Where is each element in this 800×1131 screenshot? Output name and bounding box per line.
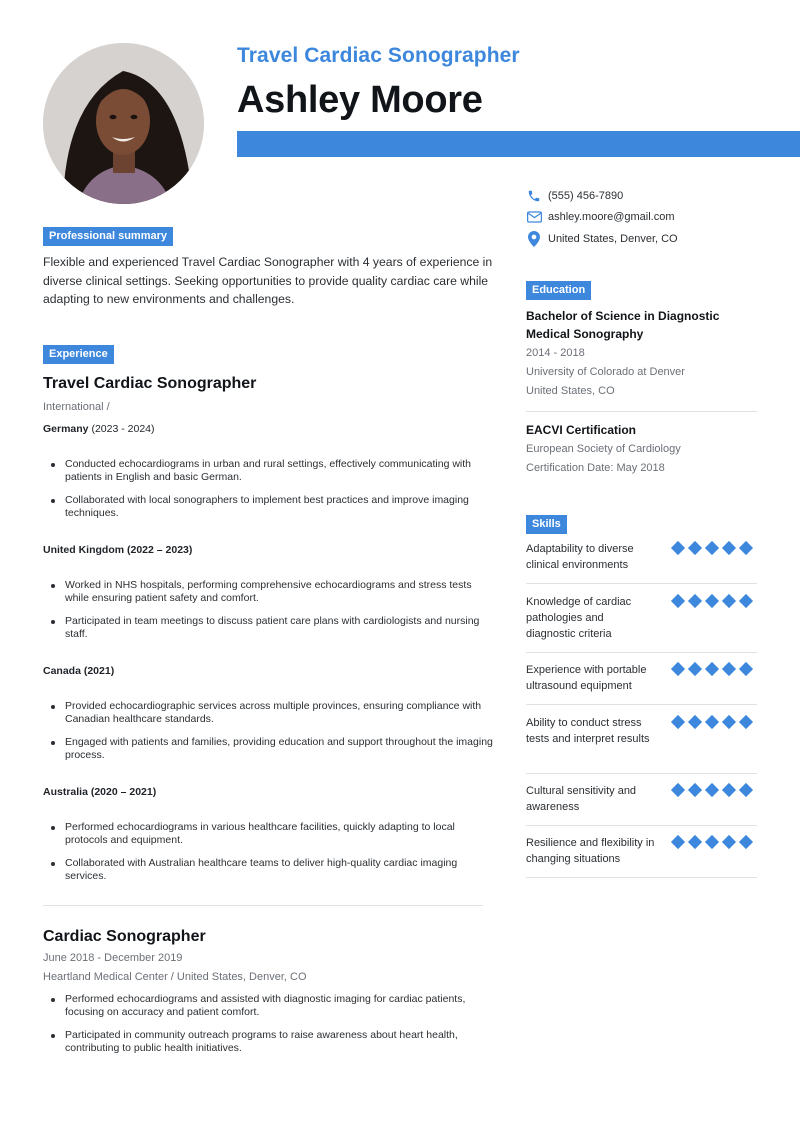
skill-name: Knowledge of cardiac pathologies and diagnostic criteria bbox=[526, 596, 632, 640]
skill-item bbox=[526, 783, 757, 826]
skill-rating bbox=[671, 541, 753, 555]
profile-photo bbox=[43, 43, 204, 204]
certification-title: EACVI Certification bbox=[526, 423, 637, 437]
experience-location bbox=[43, 543, 498, 557]
skill-item bbox=[526, 594, 757, 653]
skill-item bbox=[526, 835, 757, 878]
skill-name: Adaptability to diverse clinical environments bbox=[526, 543, 634, 571]
skill-rating bbox=[671, 783, 753, 797]
skill-rating bbox=[671, 715, 753, 729]
summary-heading: Professional summary bbox=[43, 227, 173, 246]
education-location: United States, CO bbox=[526, 385, 615, 397]
location-heading: Australia (2020 – 2021) bbox=[43, 786, 157, 798]
education-dates: 2014 - 2018 bbox=[526, 347, 585, 359]
skills-heading: Skills bbox=[526, 515, 567, 534]
bullet-list bbox=[43, 821, 498, 893]
experience-title: Travel Cardiac Sonographer bbox=[43, 375, 257, 392]
bullet-list bbox=[43, 993, 498, 1065]
certification-issuer: European Society of Cardiology bbox=[526, 443, 681, 455]
phone-text: (555) 456-7890 bbox=[548, 189, 624, 202]
bullet-list bbox=[43, 458, 498, 530]
email-icon bbox=[526, 209, 542, 225]
list-item: Performed echocardiograms and assisted with diagnostic imaging for cardiac patients, focusing on accuracy and patient comfort. bbox=[51, 993, 498, 1019]
bullet-list bbox=[43, 579, 498, 651]
list-item: Participated in team meetings to discuss patient care plans with cardiologists and nursing staff. bbox=[51, 615, 498, 641]
header-accent-bar bbox=[237, 131, 800, 157]
list-item: Collaborated with local sonographers to implement best practices and improve imaging techniques. bbox=[51, 494, 498, 520]
skill-name: Cultural sensitivity and awareness bbox=[526, 785, 637, 813]
section-divider bbox=[526, 411, 757, 412]
certification-date: Certification Date: May 2018 bbox=[526, 462, 665, 474]
list-item: Participated in community outreach programs to raise awareness about heart health, contributing to public health initiatives. bbox=[51, 1029, 498, 1055]
skill-name: Resilience and flexibility in changing situations bbox=[526, 837, 655, 865]
list-item: Provided echocardiographic services across multiple provinces, ensuring compliance with Canadian healthcare standards. bbox=[51, 700, 498, 726]
experience-entry bbox=[43, 927, 498, 984]
experience-dates: June 2018 - December 2019 bbox=[43, 952, 183, 964]
skill-name: Experience with portable ultrasound equipment bbox=[526, 664, 647, 692]
experience-heading: Experience bbox=[43, 345, 114, 364]
experience-location bbox=[43, 422, 498, 436]
location-heading: United Kingdom (2022 – 2023) bbox=[43, 544, 193, 556]
skill-rating bbox=[671, 835, 753, 849]
education-entry bbox=[526, 307, 757, 401]
location-heading: Germany (2023 - 2024) bbox=[43, 423, 155, 435]
contact-location bbox=[526, 228, 766, 250]
skill-rating bbox=[671, 594, 753, 608]
summary-text: Flexible and experienced Travel Cardiac Sonographer with 4 years of experience in diverse clinical settings. Seeking opportunities to provide quality cardiac care while adapting to new environments and challenges. bbox=[43, 255, 493, 306]
experience-meta: International / bbox=[43, 401, 110, 413]
experience-location bbox=[43, 664, 498, 678]
location-icon bbox=[526, 231, 542, 247]
skill-item bbox=[526, 662, 757, 705]
education-school: University of Colorado at Denver bbox=[526, 366, 685, 378]
education-entry bbox=[526, 421, 757, 478]
list-item: Worked in NHS hospitals, performing comprehensive echocardiograms and stress tests while ensuring patient safety and comfort. bbox=[51, 579, 498, 605]
skill-item bbox=[526, 715, 757, 774]
experience-entry bbox=[43, 374, 498, 414]
experience-location bbox=[43, 785, 498, 799]
section-divider bbox=[43, 905, 483, 906]
phone-icon bbox=[526, 188, 542, 204]
contact-email[interactable] bbox=[526, 207, 766, 229]
contact-phone[interactable] bbox=[526, 185, 766, 207]
list-item: Conducted echocardiograms in urban and rural settings, effectively communicating with patients in English and basic German. bbox=[51, 458, 498, 484]
experience-meta: Heartland Medical Center / United States, Denver, CO bbox=[43, 971, 307, 983]
skill-item bbox=[526, 541, 757, 584]
location-heading: Canada (2021) bbox=[43, 665, 115, 677]
education-heading: Education bbox=[526, 281, 591, 300]
list-item: Engaged with patients and families, providing education and support throughout the imaging process. bbox=[51, 736, 498, 762]
candidate-name: Ashley Moore bbox=[237, 79, 483, 121]
degree-title: Bachelor of Science in Diagnostic Medical Sonography bbox=[526, 309, 720, 341]
location-text: United States, Denver, CO bbox=[548, 232, 678, 245]
skill-rating bbox=[671, 662, 753, 676]
job-title: Travel Cardiac Sonographer bbox=[237, 44, 520, 67]
list-item: Performed echocardiograms in various healthcare facilities, quickly adapting to local protocols and equipment. bbox=[51, 821, 498, 847]
email-text: ashley.moore@gmail.com bbox=[548, 211, 675, 224]
list-item: Collaborated with Australian healthcare teams to deliver high-quality cardiac imaging services. bbox=[51, 857, 498, 883]
contact-list bbox=[526, 185, 766, 250]
bullet-list bbox=[43, 700, 498, 772]
experience-title: Cardiac Sonographer bbox=[43, 928, 206, 945]
skill-name: Ability to conduct stress tests and interpret results bbox=[526, 717, 650, 745]
